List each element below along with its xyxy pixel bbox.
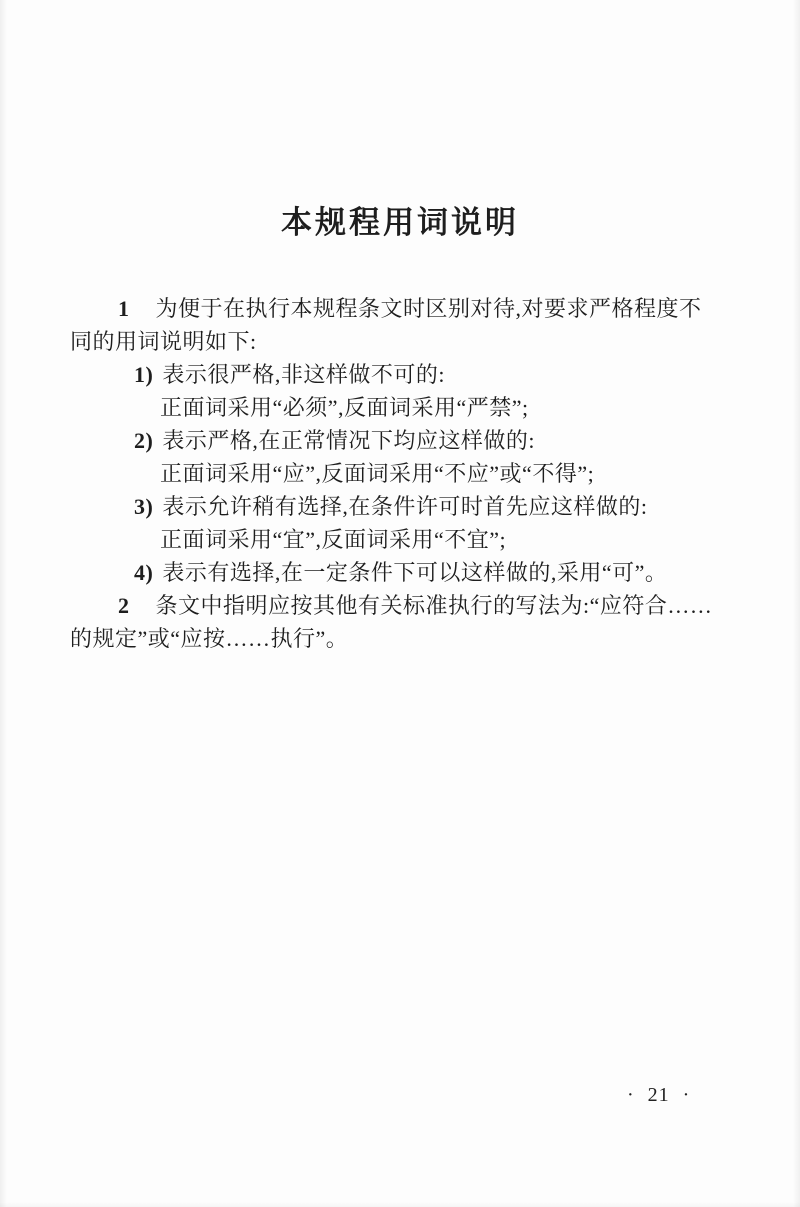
clause-number: 1 [118,296,130,321]
item-text: 正面词采用“必须”,反面词采用“严禁”; [160,395,529,420]
list-item-1 [70,358,732,391]
list-item-1-detail [70,391,732,424]
item-text: 表示允许稍有选择,在条件许可时首先应这样做的: [162,494,648,519]
list-item-2-detail [70,457,732,490]
paragraph-text: 条文中指明应按其他有关标准执行的写法为:“应符合…… [155,593,713,618]
item-text: 表示很严格,非这样做不可的: [162,362,445,387]
paragraph-1-line-1 [70,292,732,325]
item-number: 3) [134,494,154,519]
item-number: 1) [134,362,154,387]
item-text: 正面词采用“应”,反面词采用“不应”或“不得”; [160,461,595,486]
page-number: · 21 · [627,1084,691,1106]
document-body [70,292,732,655]
list-item-3 [70,490,732,523]
paragraph-2-line-1 [70,589,732,622]
page-title: 本规程用词说明 [281,204,519,240]
list-item-2 [70,424,732,457]
item-text: 表示有选择,在一定条件下可以这样做的,采用“可”。 [162,560,668,585]
paragraph-text: 为便于在执行本规程条文时区别对待,对要求严格程度不 [155,296,702,321]
paragraph-2-line-2 [70,622,732,655]
clause-number: 2 [118,593,130,618]
paragraph-1-line-2 [70,325,732,358]
item-text: 正面词采用“宜”,反面词采用“不宜”; [160,527,507,552]
item-number: 4) [134,560,154,585]
item-text: 表示严格,在正常情况下均应这样做的: [162,428,535,453]
paragraph-text: 的规定”或“应按……执行”。 [70,626,349,651]
list-item-4 [70,556,732,589]
list-item-3-detail [70,523,732,556]
item-number: 2) [134,428,154,453]
paragraph-text: 同的用词说明如下: [70,329,257,354]
